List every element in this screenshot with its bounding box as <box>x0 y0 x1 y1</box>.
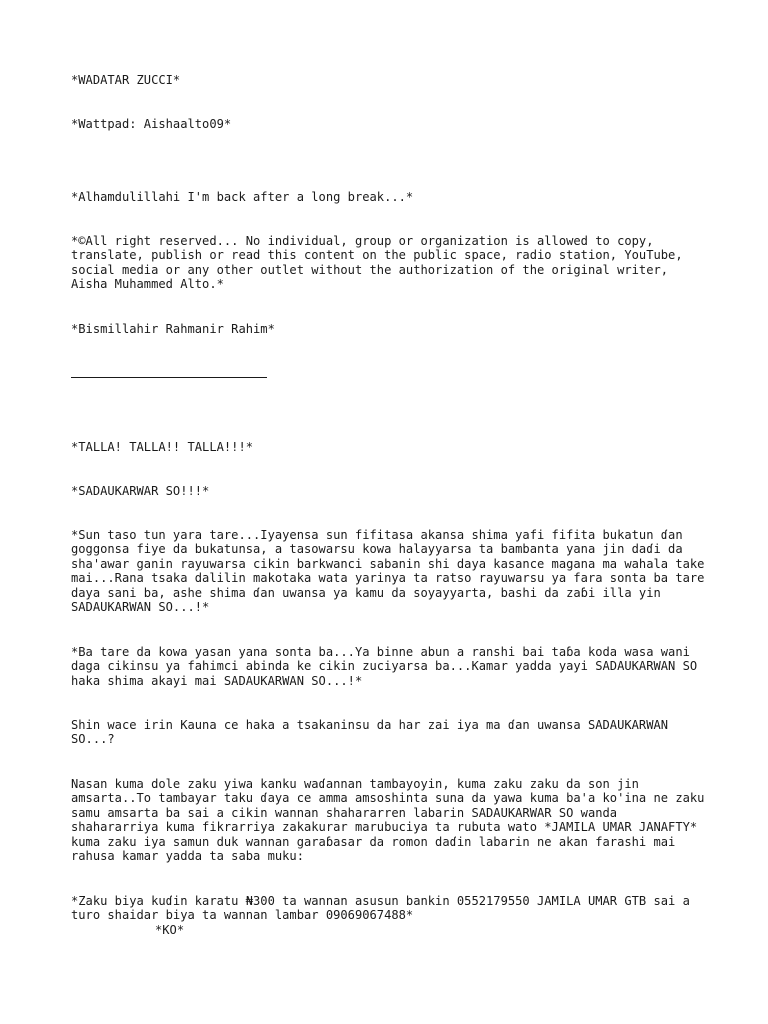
payment-info: *Zaku biya kuɗin karatu ₦300 ta wannan asusun bankin 0552179550 JAMILA UMAR GTB sai a turo shaidar biya ta wannan lambar 09069067488* <box>71 894 698 923</box>
signoff: *KO* <box>155 923 185 937</box>
book-name: *SADAUKARWAR SO!!!* <box>71 484 210 498</box>
question-paragraph: Shin wace irin Kauna ce haka a tsakaninsu da har zai iya ma ɗan uwansa SADAUKARWAN SO...? <box>71 718 676 747</box>
synopsis-paragraph-2: *Ba tare da kowa yasan yana sonta ba...Ya binne abun a ranshi bai taɓa koda wasa wani daga cikinsu ya fahimci abinda ke cikin zuciyarsa ba...Kamar yadda yayi SADAUKARWAN SO haka shima akayi mai SADAUKARWAN SO...!* <box>71 645 705 688</box>
synopsis-paragraph-1: *Sun taso tun yara tare...Iyayensa sun fifitasa akansa shima yafi fifita bukatun ɗan goggonsa fiye da bukatunsa, a tasowarsu kowa halayyarsa ta bambanta yana jin daɗi da sha'awar ganin rayuwarsa cikin barkwanci sabanin shi daya kasance magana ma wahala take mai...Rana tsaka dalilin makotaka wata yarinya ta ratso rayuwarsu ya fara sonta ba tare daya sani ba, ashe shima ɗan uwansa ya kamu da soyayyarta, bashi da zaɓi illa yin SADAUKARWAN SO...!* <box>71 528 712 615</box>
return-note: *Alhamdulillahi I'm back after a long break...* <box>71 190 414 204</box>
section-divider <box>71 377 267 378</box>
bismillah-line: *Bismillahir Rahmanir Rahim* <box>71 322 275 336</box>
document-title: *WADATAR ZUCCI* <box>71 73 181 87</box>
announcement-heading: *TALLA! TALLA!! TALLA!!!* <box>71 440 254 454</box>
copyright-notice: *©All right reserved... No individual, group or organization is allowed to copy, translate, publish or read this content on the public space, radio station, YouTube, social media or any other outlet without the authorization of the original writer, Aisha Muhammed Alto.* <box>71 234 690 292</box>
wattpad-handle: *Wattpad: Aishaalto09* <box>71 117 232 131</box>
promo-paragraph: Nasan kuma dole zaku yiwa kanku waɗannan tambayoyin, kuma zaku zaku da son jin amsarta..To tambayar taku ɗaya ce amma amsoshinta suna da yawa kuma ba'a ko'ina ne zaku samu amsarta ba sai a cikin wannan shahararren labarin SADAUKARWAR SO wanda shahararriya kuma fikrarriya zakakurar marubuciya ta rubuta wato *JAMILA UMAR JANAFTY* kuma zaku iya samun duk wannan garaɓasar da romon daɗin labarin ne akan farashi mai rahusa kamar yadda ta saba muku: <box>71 777 712 864</box>
